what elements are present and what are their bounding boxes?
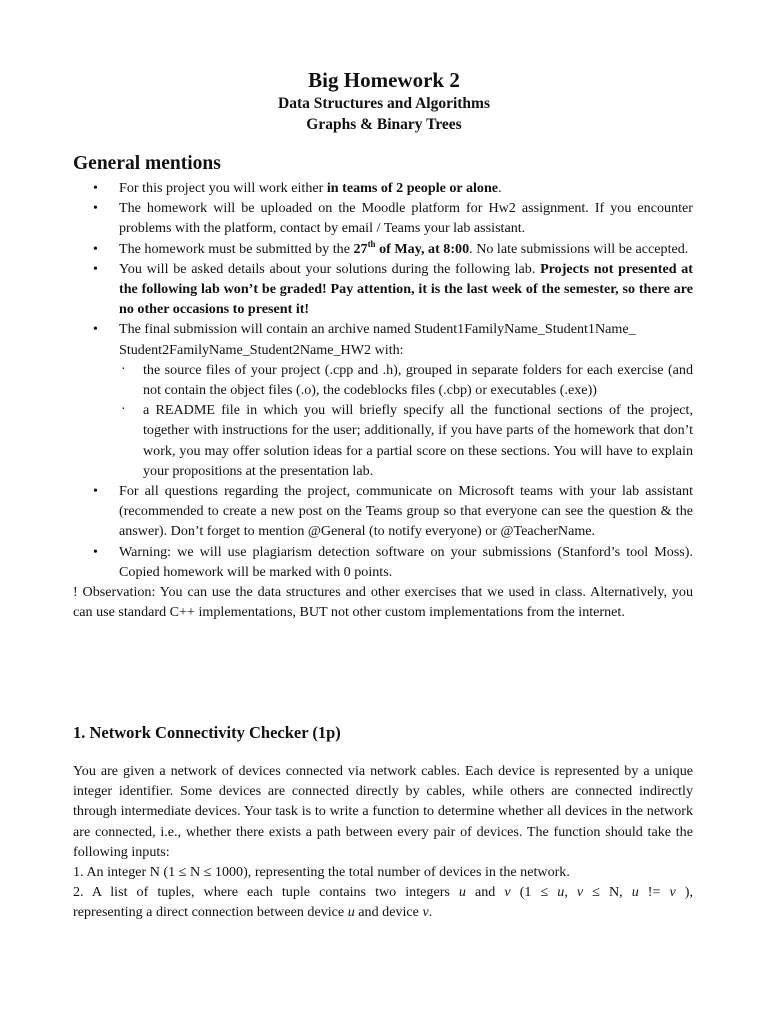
list-item-presentation: • You will be asked details about your solutions during the following lab. Projects not presented at the following lab won’t be graded! Pay attention, it is the last week of the semester, so there are no other occasions to present it! (93, 260, 693, 318)
general-mentions-body (73, 178, 693, 622)
general-mentions-heading: General mentions (73, 153, 221, 174)
bullet-icon: • (93, 240, 98, 257)
exercise-1-body (73, 761, 693, 923)
exercise-1-input-1: 1. An integer N (1 ≤ N ≤ 1000), representing the total number of devices in the network. (73, 864, 570, 881)
bullet-icon: • (93, 180, 98, 196)
bullet-icon: • (93, 260, 98, 277)
list-item-plagiarism-warning: • Warning: we will use plagiarism detection software on your submissions (Stanford’s tool Moss). Copied homework will be marked with 0 points. (93, 543, 693, 580)
exercise-1-description: You are given a network of devices connected via network cables. Each device is represented by a unique integer identifier. Some devices are connected directly by cables, while others are connected indirectly through intermediate devices. Your task is to write a function to determine whether all devices in the network are connected, i.e., whether there exists a path between every pair of devices. The function should take the following inputs: (73, 763, 693, 860)
bullet-icon: • (93, 321, 98, 338)
sub-item-source-files: · the source files of your project (.cpp and .h), grouped in separate folders for each exercise (and not contain the object files (.o), the codeblocks files (.cbp) or executables (.exe)) (121, 360, 693, 399)
bullet-icon: • (93, 483, 98, 500)
sub-item-readme: · a README file in which you will briefly specify all the functional sections of the project, together with instructions for the user; additionally, if you have parts of the homework that don’t work, you may offer solution ideas for a partial score on these sections. You will have to explain your propositions at the presentation lab. (121, 401, 693, 479)
list-item-questions: • For all questions regarding the project, communicate on Microsoft teams with your lab assistant (recommended to create a new post on the Teams group so that everyone can see the question & the answer). Don’t forget to mention @General (to notify everyone) or @TeacherName. (93, 483, 693, 540)
list-item-deadline: • The homework must be submitted by the 27th of May, at 8:00. No late submissions will be accepted. (73, 239, 693, 259)
document-title: Big Homework 2 (308, 68, 460, 92)
course-subtitle: Data Structures and Algorithms (278, 95, 490, 112)
bullet-icon: • (93, 200, 98, 217)
exercise-1-input-2: 2. A list of tuples, where each tuple contains two integers u and v (1 ≤ u, v ≤ N, u != v ), (73, 884, 693, 901)
list-item-submission: • The final submission will contain an archive named Student1FamilyName_Student1Name_ Student2FamilyName_Student2Name_HW2 with: · the source files of your project (.cpp and .h), grouped in separate folders for each exercise (and not contain the object files (.o), the codeblocks files (.cbp) or executables (.exe)) · a README file in which you will briefly specify all the functional sections of the project, together with instructions for the user; additionally, if you have parts of the homework that don’t work, you may offer solution ideas for a partial score on these sections. You will have to explain your propositions at the presentation lab. (73, 319, 693, 481)
exercise-1-heading: 1. Network Connectivity Checker (1p) (73, 723, 341, 742)
bullet-icon: • (93, 543, 98, 560)
topic-subtitle: Graphs & Binary Trees (306, 116, 462, 133)
list-item-teams: • For this project you will work either in teams of 2 people or alone. (73, 178, 693, 198)
submission-contents-list (119, 360, 693, 481)
observation-paragraph: ! Observation: You can use the data structures and other exercises that we used in class. Alternatively, you can use standard C++ implementations, BUT not other custom implementations from the internet. (73, 584, 693, 621)
list-item-upload: • The homework will be uploaded on the Moodle platform for Hw2 assignment. If you encounter problems with the platform, contact by email / Teams your lab assistant. (93, 200, 693, 237)
general-mentions-list (73, 178, 693, 582)
dot-bullet-icon: · (121, 360, 126, 377)
exercise-1-input-2-continued: representing a direct connection between device u and device v. (73, 904, 433, 921)
dot-bullet-icon: · (121, 401, 126, 418)
